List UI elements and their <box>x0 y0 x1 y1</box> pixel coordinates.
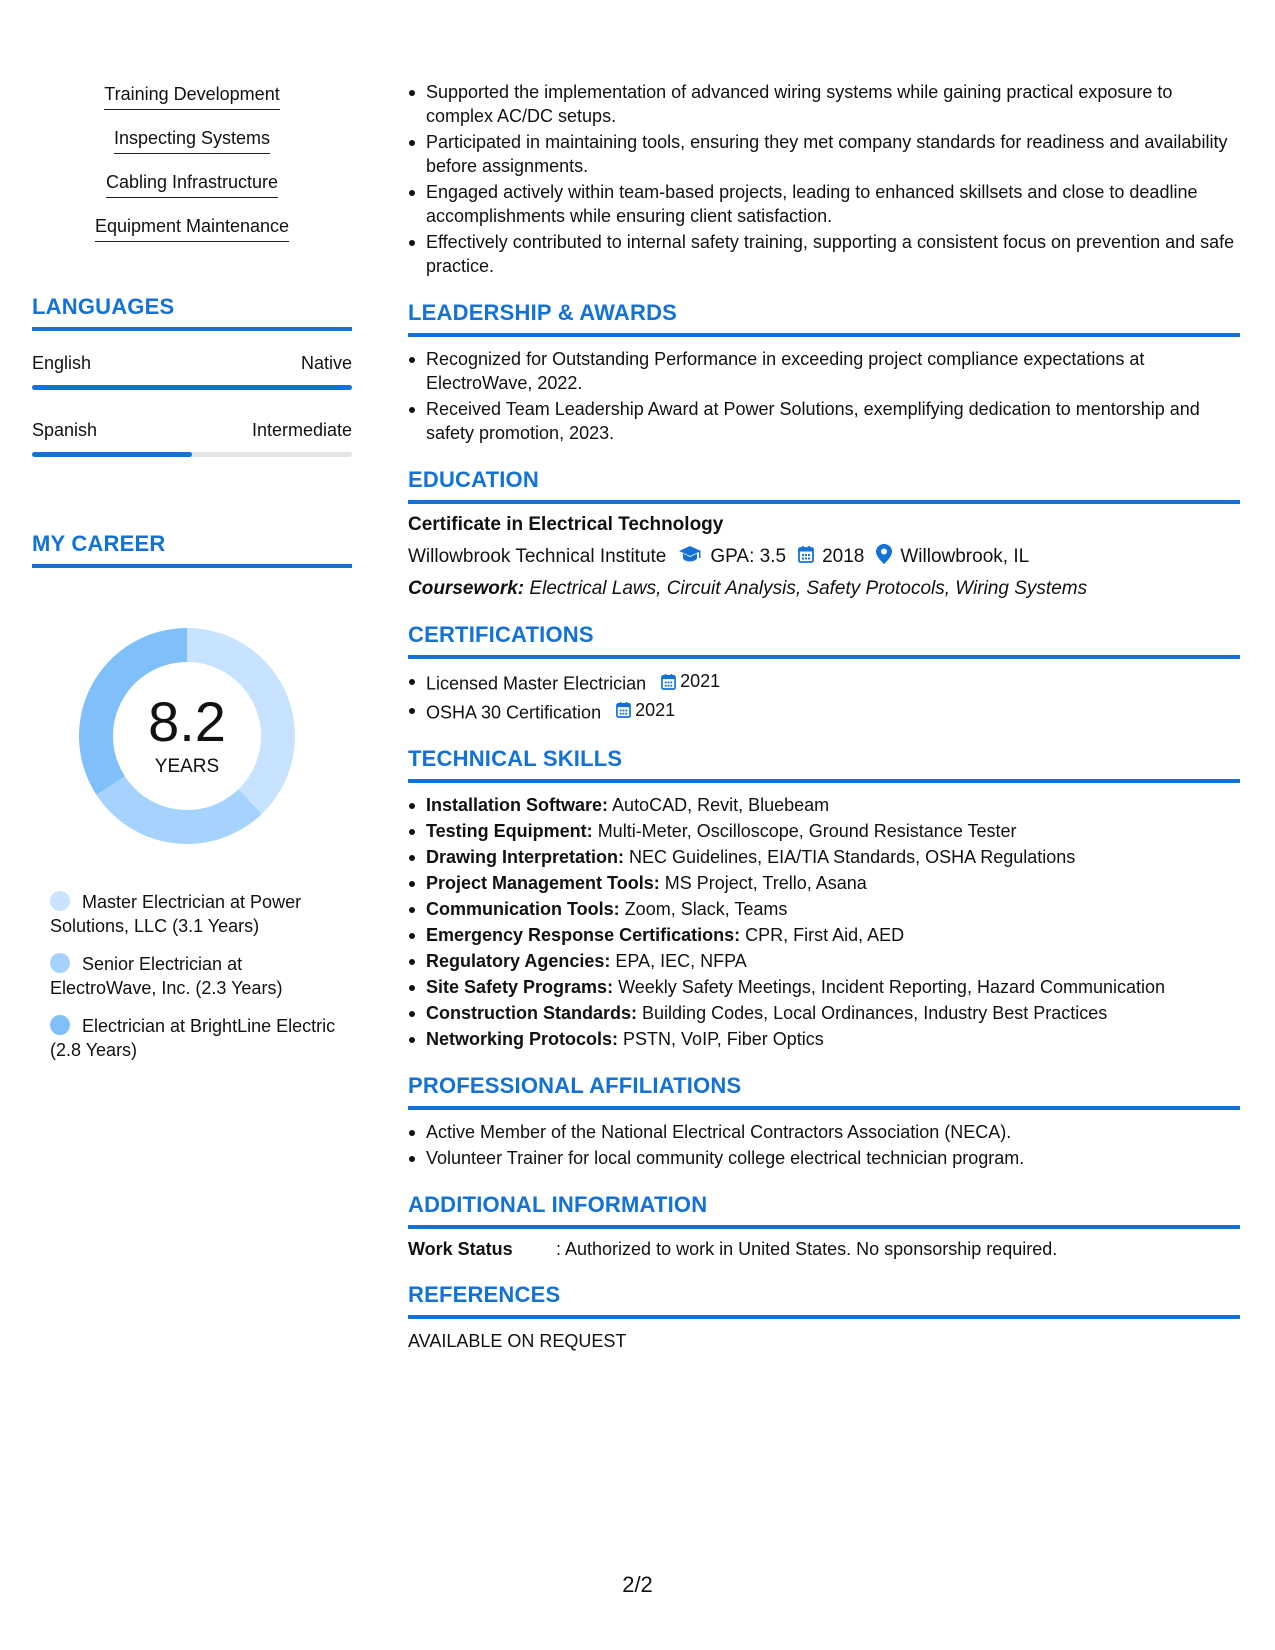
references-text: AVAILABLE ON REQUEST <box>408 1331 627 1351</box>
education-coursework <box>408 578 1240 600</box>
experience-bullet: Supported the implementation of advanced wiring systems while gaining practical exposure to complex AC/DC setups. <box>426 80 1240 128</box>
affiliations-title: PROFESSIONAL AFFILIATIONS <box>408 1073 742 1098</box>
skill-tag: Cabling Infrastructure <box>106 172 278 198</box>
donut-center <box>67 616 307 856</box>
skill-value: NEC Guidelines, EIA/TIA Standards, OSHA Regulations <box>629 847 1076 867</box>
skill-label: Site Safety Programs: <box>426 977 614 997</box>
skill-label: Construction Standards: <box>426 1003 638 1023</box>
skill-value: MS Project, Trello, Asana <box>664 873 867 893</box>
career-title: MY CAREER <box>32 531 166 556</box>
skill-value: CPR, First Aid, AED <box>745 925 905 945</box>
graduation-cap-icon <box>678 545 702 569</box>
section-divider <box>408 500 1240 504</box>
language-row <box>32 420 352 441</box>
language-level: Native <box>300 353 352 373</box>
experience-bullet: Engaged actively within team-based projects, leading to enhanced skillsets and close to deadline accomplishments while ensuring client satisfaction. <box>426 180 1240 228</box>
skill-item <box>426 949 1240 973</box>
education-location: Willowbrook, IL <box>900 546 1030 567</box>
skill-label: Communication Tools: <box>426 899 620 919</box>
career-total-value: 8.2 <box>148 690 226 753</box>
skill-label: Regulatory Agencies: <box>426 951 611 971</box>
certification-item <box>426 669 1240 696</box>
skill-item <box>426 793 1240 817</box>
section-divider <box>408 333 1240 337</box>
education-year: 2018 <box>822 546 865 567</box>
career-legend <box>50 890 352 1062</box>
legend-item <box>50 1014 352 1062</box>
skill-label: Installation Software: <box>426 795 609 815</box>
certification-item <box>426 698 1240 725</box>
affiliation-item: Volunteer Trainer for local community college electrical technician program. <box>426 1146 1240 1170</box>
career-donut-chart <box>67 616 307 856</box>
skill-tag: Equipment Maintenance <box>95 216 289 242</box>
legend-item <box>50 890 352 938</box>
skill-tag: Training Development <box>104 84 279 110</box>
work-status-row <box>408 1239 1240 1260</box>
right-column <box>408 80 1240 1352</box>
career-total-unit: YEARS <box>154 756 220 777</box>
technical-skills-section <box>408 746 1240 1051</box>
skill-label: Drawing Interpretation: <box>426 847 625 867</box>
references-title: REFERENCES <box>408 1282 561 1307</box>
skill-item <box>426 845 1240 869</box>
skill-tag: Inspecting Systems <box>114 128 270 154</box>
career-section <box>32 531 352 1062</box>
skill-label: Testing Equipment: <box>426 821 593 841</box>
leadership-section <box>408 300 1240 445</box>
section-divider <box>408 1225 1240 1229</box>
additional-info-section <box>408 1192 1240 1260</box>
certifications-section <box>408 622 1240 724</box>
skill-label: Project Management Tools: <box>426 873 660 893</box>
skill-label: Emergency Response Certifications: <box>426 925 741 945</box>
skill-item <box>426 975 1240 999</box>
language-name: Spanish <box>32 420 98 440</box>
education-title: EDUCATION <box>408 467 539 492</box>
skill-value: Weekly Safety Meetings, Incident Reporting, Hazard Communication <box>618 977 1166 997</box>
page-number: 2/2 <box>622 1572 653 1597</box>
certifications-title: CERTIFICATIONS <box>408 622 594 647</box>
calendar-icon <box>616 701 631 718</box>
legend-item <box>50 952 352 1000</box>
language-proficiency-bar <box>32 452 352 457</box>
award-item: Recognized for Outstanding Performance in exceeding project compliance expectations at ElectroWave, 2022. <box>426 347 1240 395</box>
left-column <box>32 80 352 1076</box>
education-degree: Certificate in Electrical Technology <box>408 514 724 535</box>
languages-title: LANGUAGES <box>32 294 175 319</box>
skill-item <box>426 923 1240 947</box>
skill-value: Zoom, Slack, Teams <box>624 899 788 919</box>
education-school: Willowbrook Technical Institute <box>408 546 667 567</box>
section-divider <box>32 564 352 568</box>
education-section <box>408 467 1240 600</box>
legend-dot <box>50 1015 70 1035</box>
skill-value: PSTN, VoIP, Fiber Optics <box>623 1029 824 1049</box>
skill-item <box>426 819 1240 843</box>
legend-dot <box>50 953 70 973</box>
references-section <box>408 1282 1240 1352</box>
legend-dot <box>50 891 70 911</box>
language-proficiency-fill <box>32 385 352 390</box>
education-details <box>408 544 1240 570</box>
section-divider <box>408 655 1240 659</box>
experience-bullet: Participated in maintaining tools, ensuring they met company standards for readiness and availability before assignments. <box>426 130 1240 178</box>
experience-bullets <box>408 80 1240 278</box>
work-status-value: : Authorized to work in United States. No sponsorship required. <box>556 1239 1058 1259</box>
location-pin-icon <box>876 544 892 570</box>
section-divider <box>408 1315 1240 1319</box>
skill-item <box>426 871 1240 895</box>
certification-name: Licensed Master Electrician <box>426 673 647 694</box>
coursework-label: Coursework: <box>408 578 525 599</box>
certification-year: 2021 <box>635 699 676 720</box>
section-divider <box>408 1106 1240 1110</box>
skill-value: AutoCAD, Revit, Bluebeam <box>612 795 830 815</box>
certification-name: OSHA 30 Certification <box>426 702 602 722</box>
leadership-title: LEADERSHIP & AWARDS <box>408 300 678 325</box>
section-divider <box>408 779 1240 783</box>
language-level: Intermediate <box>251 420 352 440</box>
language-name: English <box>32 353 92 373</box>
experience-bullet: Effectively contributed to internal safety training, supporting a consistent focus on prevention and safe practice. <box>426 230 1240 278</box>
language-proficiency-fill <box>32 452 192 457</box>
skill-item <box>426 1001 1240 1025</box>
section-divider <box>32 327 352 331</box>
skill-item <box>426 1027 1240 1051</box>
skill-value: Building Codes, Local Ordinances, Industry Best Practices <box>642 1003 1108 1023</box>
skill-tags <box>32 80 352 256</box>
legend-label: Master Electrician at Power Solutions, LLC (3.1 Years) <box>50 892 302 936</box>
languages-section <box>32 294 352 457</box>
certification-year: 2021 <box>680 671 721 691</box>
skill-value: EPA, IEC, NFPA <box>615 951 747 971</box>
legend-label: Senior Electrician at ElectroWave, Inc. (2.3 Years) <box>50 954 283 998</box>
additional-info-title: ADDITIONAL INFORMATION <box>408 1192 708 1217</box>
affiliation-item: Active Member of the National Electrical Contractors Association (NECA). <box>426 1120 1240 1144</box>
skill-value: Multi-Meter, Oscilloscope, Ground Resistance Tester <box>597 821 1017 841</box>
language-proficiency-bar <box>32 385 352 390</box>
skill-item <box>426 897 1240 921</box>
calendar-icon <box>798 545 814 569</box>
calendar-icon <box>661 673 676 690</box>
technical-skills-title: TECHNICAL SKILLS <box>408 746 623 771</box>
award-item: Received Team Leadership Award at Power Solutions, exemplifying dedication to mentorship and safety promotion, 2023. <box>426 397 1240 445</box>
skill-label: Networking Protocols: <box>426 1029 619 1049</box>
education-gpa: GPA: 3.5 <box>710 546 787 567</box>
work-status-label: Work Status <box>408 1239 513 1259</box>
coursework-value: Electrical Laws, Circuit Analysis, Safety Protocols, Wiring Systems <box>529 578 1088 599</box>
language-row <box>32 353 352 374</box>
legend-label: Electrician at BrightLine Electric (2.8 Years) <box>50 1016 336 1060</box>
affiliations-section <box>408 1073 1240 1170</box>
